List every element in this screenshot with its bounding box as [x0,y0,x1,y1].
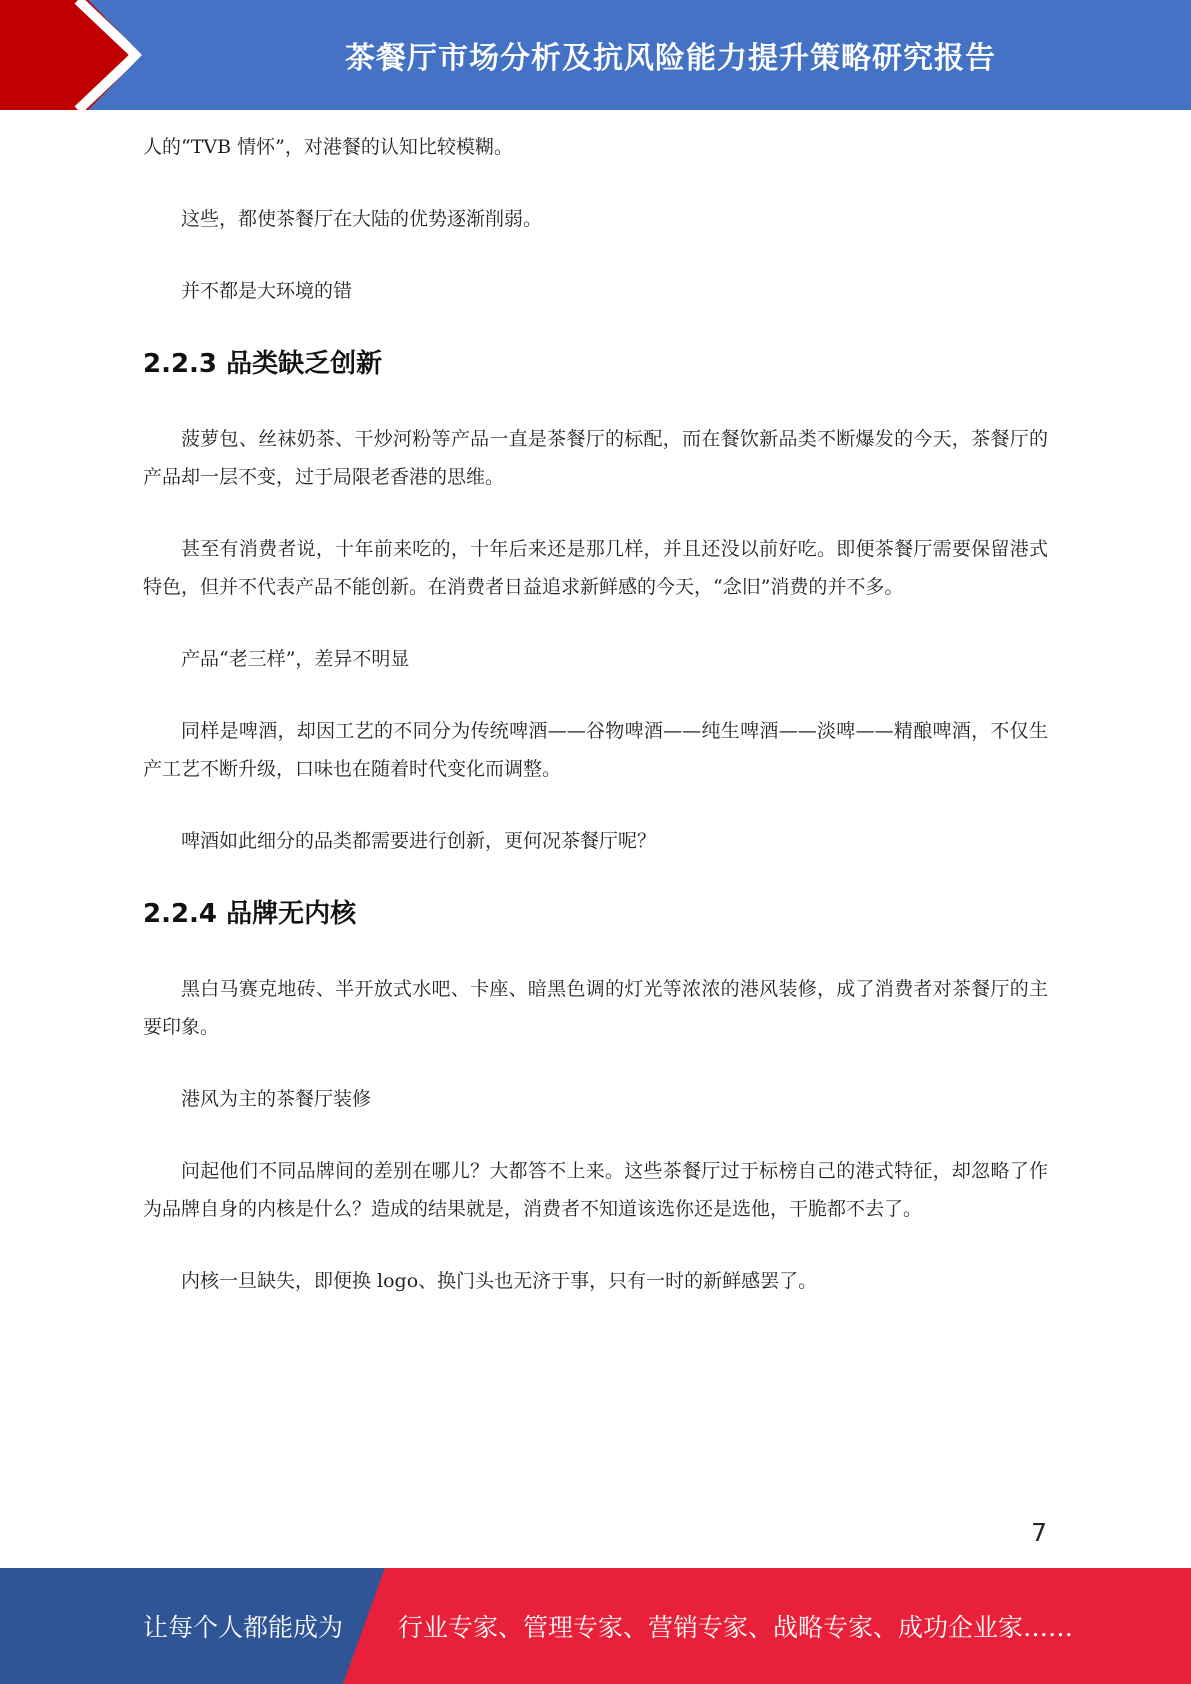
paragraph: 这些，都使茶餐厅在大陆的优势逐渐削弱。 [181,208,543,230]
document-body [143,128,1048,1334]
paragraph: 菠萝包、丝袜奶茶、干炒河粉等产品一直是茶餐厅的标配，而在餐饮新品类不断爆发的今天，茶餐厅的产品却一层不变，过于局限老香港的思维。 [143,428,1048,488]
paragraph: 产品“老三样”，差异不明显 [181,648,410,670]
section-heading-2-2-3: 2.2.3 品类缺乏创新 [143,349,383,379]
paragraph: 黑白马赛克地砖、半开放式水吧、卡座、暗黑色调的灯光等浓浓的港风装修，成了消费者对茶餐厅的主要印象。 [143,978,1048,1038]
footer-slogan: 让每个人都能成为 [143,1613,344,1642]
paragraph: 并不都是大环境的错 [181,280,353,302]
page-number: 7 [1031,1518,1047,1547]
paragraph: 甚至有消费者说，十年前来吃的，十年后来还是那几样，并且还没以前好吃。即便茶餐厅需要保留港式特色，但并不代表产品不能创新。在消费者日益追求新鲜感的今天，“念旧”消费的并不多。 [143,538,1048,598]
paragraph: 同样是啤酒，却因工艺的不同分为传统啤酒——谷物啤酒——纯生啤酒——淡啤——精酿啤酒，不仅生产工艺不断升级，口味也在随着时代变化而调整。 [143,720,1048,780]
paragraph: 内核一旦缺失，即便换 logo、换门头也无济于事，只有一时的新鲜感罢了。 [181,1270,818,1292]
section-heading-2-2-4: 2.2.4 品牌无内核 [143,899,357,929]
header-bar [0,0,1191,110]
footer-roles: 行业专家、管理专家、营销专家、战略专家、成功企业家…… [398,1613,1074,1642]
report-title: 茶餐厅市场分析及抗风险能力提升策略研究报告 [345,41,996,76]
paragraph: 人的“TVB 情怀”，对港餐的认知比较模糊。 [143,136,513,158]
chevron-arrow-icon [0,0,150,110]
paragraph: 问起他们不同品牌间的差别在哪儿？大都答不上来。这些茶餐厅过于标榜自己的港式特征，却忽略了作为品牌自身的内核是什么？造成的结果就是，消费者不知道该选你还是选他，干脆都不去了。 [143,1160,1048,1220]
footer-bar [0,1568,1191,1684]
paragraph: 港风为主的茶餐厅装修 [181,1088,372,1110]
paragraph: 啤酒如此细分的品类都需要进行创新，更何况茶餐厅呢？ [181,830,657,852]
